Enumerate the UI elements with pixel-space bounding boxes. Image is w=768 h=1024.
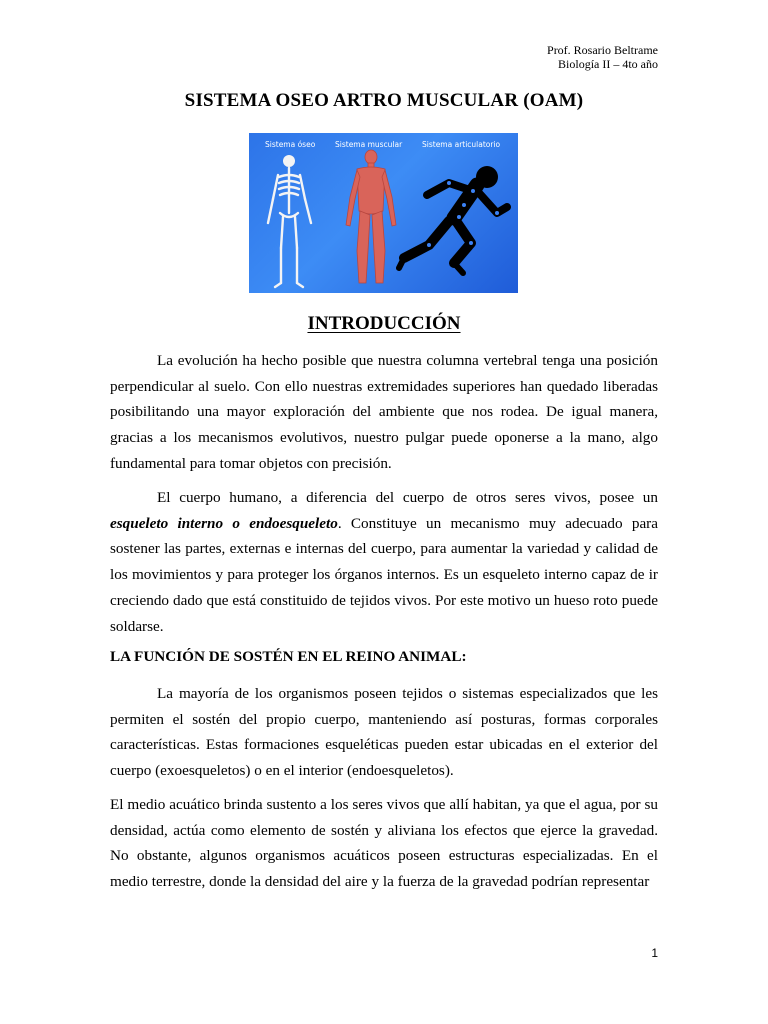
document-header: [547, 43, 658, 71]
sosten-paragraph-1: La mayoría de los organismos poseen tejidos o sistemas especializados que les permiten el sostén del propio cuerpo, manteniendo así posturas, formas corporales características. Estas formaciones esqueléticas pueden estar ubicadas en el exterior del cuerpo (exoesqueletos) o en el interior (endoesqueletos).: [110, 685, 658, 780]
intro-paragraph-2: [110, 485, 658, 639]
body-systems-illustration: [249, 133, 518, 293]
skeleton-figure: [268, 155, 311, 287]
intro-p2-before: El cuerpo humano, a diferencia del cuerpo de otros seres vivos, posee un: [157, 489, 658, 506]
running-silhouette: [399, 166, 507, 273]
label-sistema-muscular: Sistema muscular: [335, 140, 403, 149]
section-heading-funcion-sosten: LA FUNCIÓN DE SOSTÉN EN EL REINO ANIMAL:: [110, 648, 467, 665]
intro-paragraph-1: La evolución ha hecho posible que nuestra columna vertebral tenga una posición perpendicular al suelo. Con ello nuestras extremidades superiores han quedado liberadas posibilitando una mayor exploración del ambiente que nos rodea. De igual manera, gracias a los mecanismos evolutivos, nuestro pulgar puede oponerse a la mano, algo fundamental para tomar objetos con precisión.: [110, 352, 658, 472]
intro-p2-after: . Constituye un mecanismo muy adecuado para sostener las partes, externas e internas del cuerpo, para aumentar la variedad y calidad de los movimientos y para proteger los órganos internos. Es un esqueleto interno capaz de ir creciendo dado que está constituido de tejidos vivos. Por este motivo un hueso roto puede soldarse.: [110, 514, 658, 635]
label-sistema-articulatorio: Sistema articulatorio: [422, 140, 501, 149]
document-title: SISTEMA OSEO ARTRO MUSCULAR (OAM): [184, 90, 584, 111]
sosten-paragraph-2: El medio acuático brinda sustento a los seres vivos que allí habitan, ya que el agua, por su densidad, actúa como elemento de sostén y aliviana los efectos que ejerce la gravedad. No obstante, algunos organismos acuáticos poseen estructuras especializadas. En el medio terrestre, donde la densidad del aire y la fuerza de la gravedad podrían representar: [110, 796, 658, 891]
section-heading-introduccion: INTRODUCCIÓN: [307, 313, 461, 334]
page-number: 1: [651, 946, 658, 960]
course-line: Biología II – 4to año: [558, 57, 658, 71]
intro-p2-emphasis: esqueleto interno o endoesqueleto: [110, 514, 338, 532]
label-sistema-oseo: Sistema óseo: [265, 140, 316, 149]
author-line: Prof. Rosario Beltrame: [547, 43, 658, 57]
muscular-figure: [346, 150, 396, 283]
